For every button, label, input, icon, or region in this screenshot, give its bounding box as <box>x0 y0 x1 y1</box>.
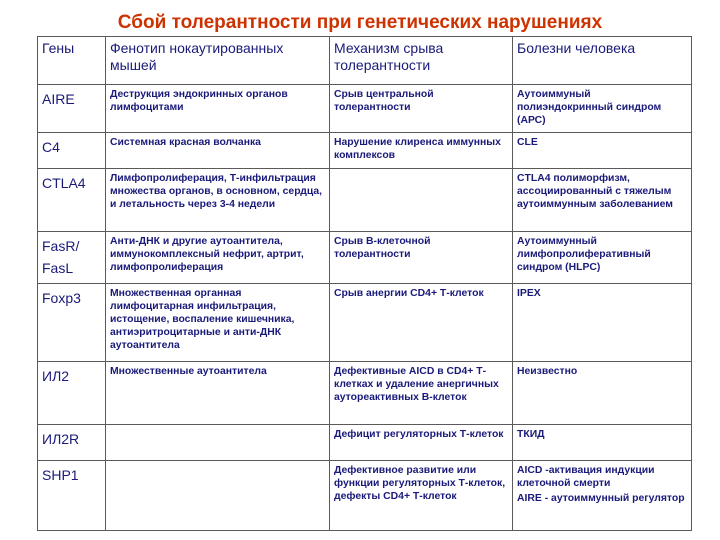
header-row <box>38 37 692 85</box>
mechanism-cell <box>330 169 513 232</box>
mechanism-cell: Нарушение клиренса иммунных комплексов <box>330 133 513 169</box>
disease-cell: CTLA4 полиморфизм, ассоциированный с тяжелым аутоиммунным заболеванием <box>513 169 692 232</box>
gene-cell: ИЛ2 <box>38 362 106 425</box>
disease-cell: IPEX <box>513 284 692 362</box>
table-row <box>38 425 692 461</box>
phenotype-cell: Множественная органная лимфоцитарная инфильтрация, истощение, воспаление кишечника, антиэритроцитарные и анти-ДНК аутоантитела <box>106 284 330 362</box>
tolerance-table <box>37 36 692 531</box>
phenotype-cell: Системная красная волчанка <box>106 133 330 169</box>
header-phenotype: Фенотип нокаутированных мышей <box>106 37 330 85</box>
disease-cell <box>513 461 692 531</box>
table-row <box>38 362 692 425</box>
phenotype-cell: Множественные аутоантитела <box>106 362 330 425</box>
mechanism-cell: Срыв В-клеточной толерантности <box>330 232 513 284</box>
header-genes: Гены <box>38 37 106 85</box>
gene-cell: ИЛ2R <box>38 425 106 461</box>
gene-cell: SHP1 <box>38 461 106 531</box>
disease-text: AICD -активация индукции клеточной смерти <box>517 465 655 489</box>
mechanism-cell: Дефективные AICD в CD4+ Т-клетках и удаление анергичных аутореактивных В-клеток <box>330 362 513 425</box>
table-row <box>38 232 692 284</box>
table-row <box>38 461 692 531</box>
gene-cell: C4 <box>38 133 106 169</box>
table-row <box>38 85 692 133</box>
mechanism-cell: Срыв анергии CD4+ Т-клеток <box>330 284 513 362</box>
header-disease: Болезни человека <box>513 37 692 85</box>
gene-cell: FasR/ FasL <box>38 232 106 284</box>
gene-cell: AIRE <box>38 85 106 133</box>
phenotype-cell: Деструкция эндокринных органов лимфоцитами <box>106 85 330 133</box>
phenotype-cell <box>106 425 330 461</box>
mechanism-cell: Дефицит регуляторных Т-клеток <box>330 425 513 461</box>
header-mechanism: Механизм срыва толерантности <box>330 37 513 85</box>
phenotype-cell: Лимфопролиферация, Т-инфильтрация множества органов, в основном, сердца, и летальность через 3-4 недели <box>106 169 330 232</box>
disease-cell: Аутоиммунный лимфопролиферативный синдром (HLPC) <box>513 232 692 284</box>
table-row <box>38 169 692 232</box>
page-title: Сбой толерантности при генетических нарушениях <box>117 12 603 33</box>
mechanism-cell: Дефективное развитие или функции регуляторных Т-клеток, дефекты CD4+ Т-клеток <box>330 461 513 531</box>
gene-cell: CTLA4 <box>38 169 106 232</box>
mechanism-cell: Срыв центральной толерантности <box>330 85 513 133</box>
table-row <box>38 133 692 169</box>
disease-cell: Неизвестно <box>513 362 692 425</box>
disease-cell: ТКИД <box>513 425 692 461</box>
phenotype-cell <box>106 461 330 531</box>
gene-cell: Foxp3 <box>38 284 106 362</box>
disease-cell: Аутоиммуный полиэндокринный синдром (АРС) <box>513 85 692 133</box>
table-row <box>38 284 692 362</box>
disease-text-extra: AIRE - аутоиммунный регулятор <box>517 493 685 504</box>
phenotype-cell: Анти-ДНК и другие аутоантитела, иммунокомплексный нефрит, артрит, лимфопролиферация <box>106 232 330 284</box>
disease-cell: CLE <box>513 133 692 169</box>
